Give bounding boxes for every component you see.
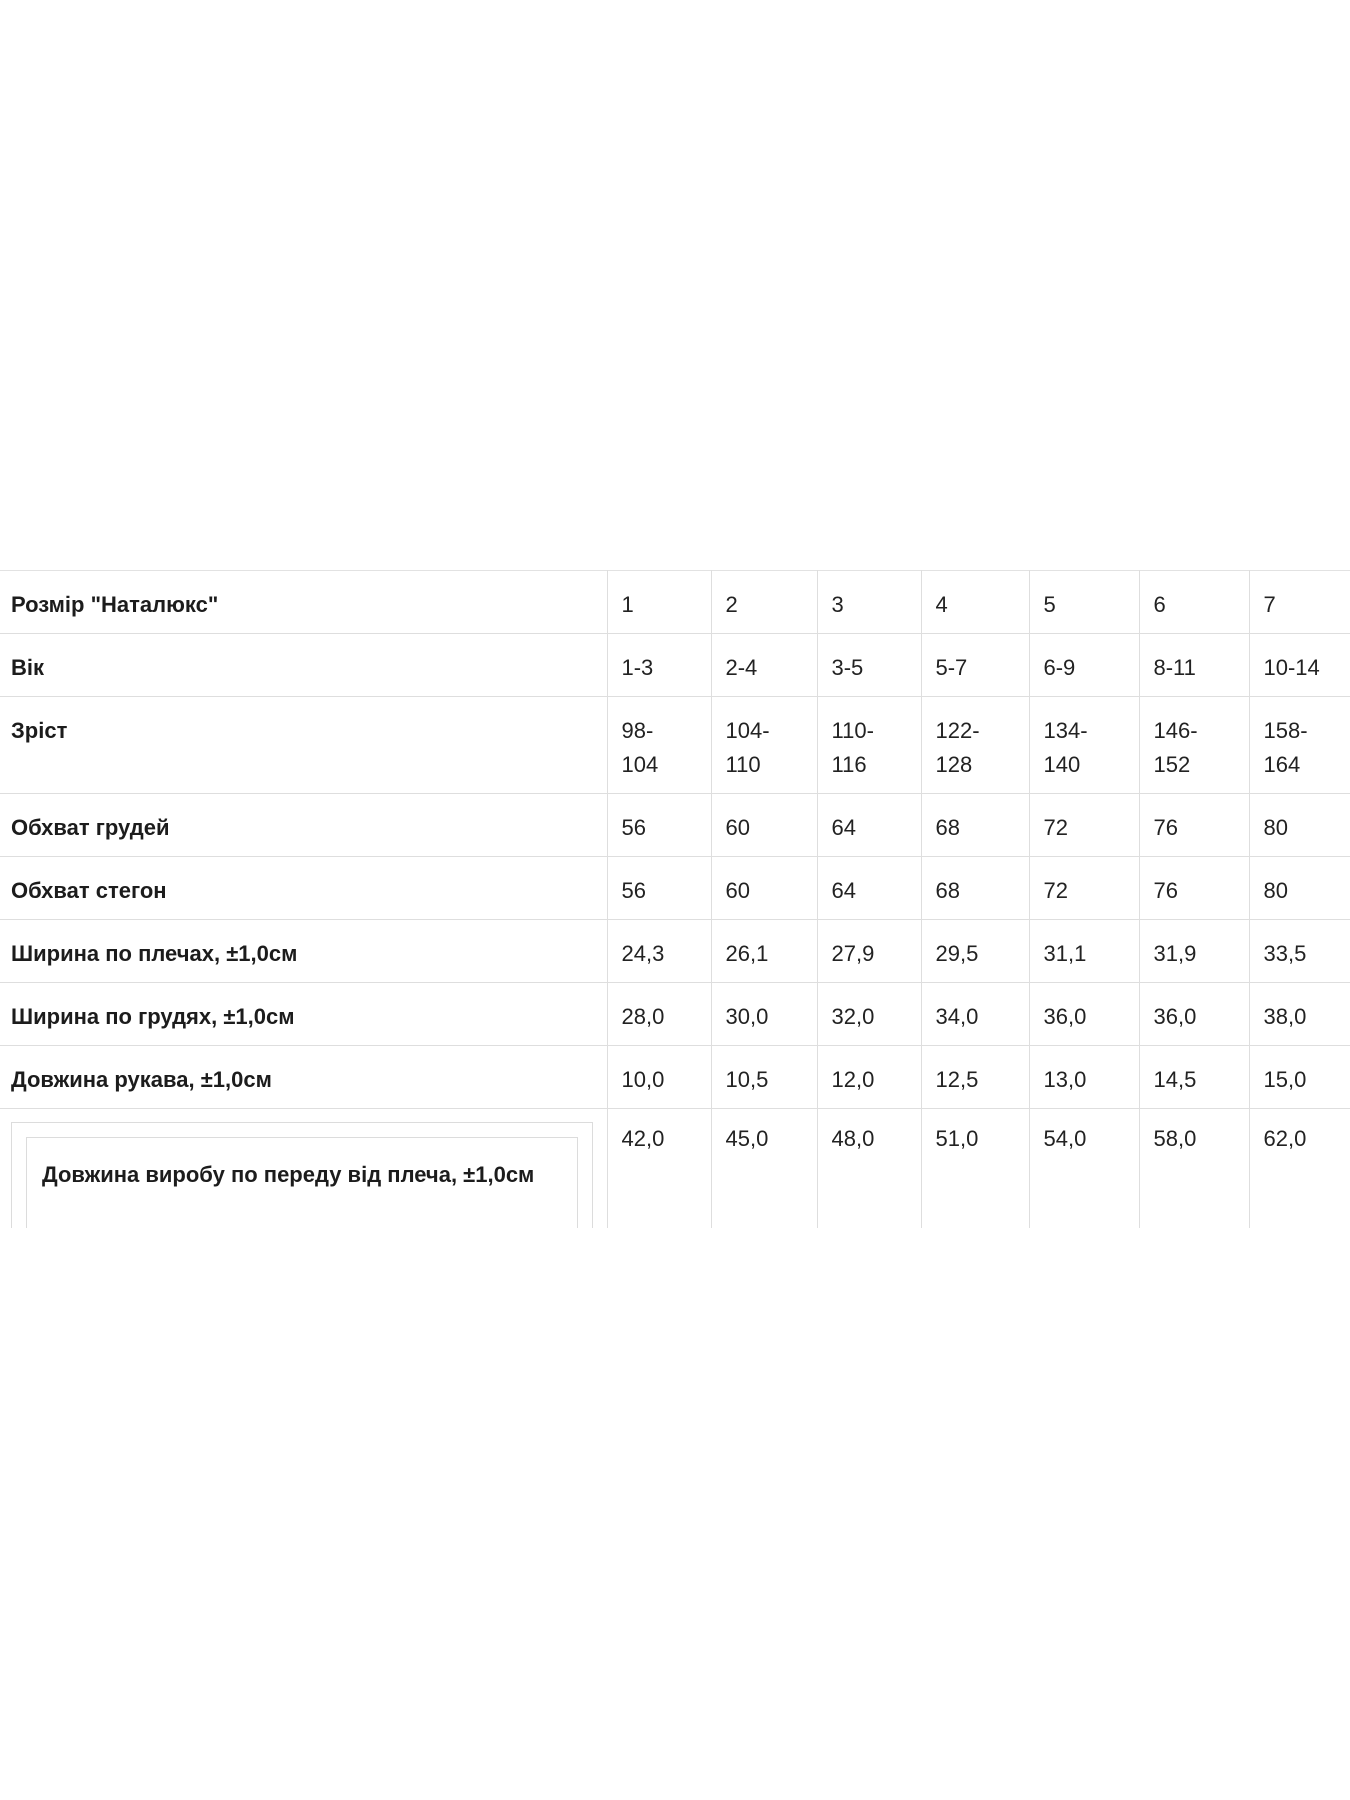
nested-cell-frame xyxy=(11,1122,593,1228)
table-cell: 36,0 xyxy=(1029,983,1139,1046)
table-cell: 33,5 xyxy=(1249,920,1350,983)
table-cell: 3-5 xyxy=(817,634,921,697)
table-row-height xyxy=(0,697,1350,794)
table-cell: 58,0 xyxy=(1139,1109,1249,1229)
row-label: Ширина по плечах, ±1,0см xyxy=(0,920,607,983)
table-cell: 80 xyxy=(1249,794,1350,857)
table-cell: 6-9 xyxy=(1029,634,1139,697)
size-chart xyxy=(0,570,1350,1228)
table-cell: 104- 110 xyxy=(711,697,817,794)
table-cell: 60 xyxy=(711,794,817,857)
table-cell: 72 xyxy=(1029,857,1139,920)
table-cell: 64 xyxy=(817,794,921,857)
table-cell: 15,0 xyxy=(1249,1046,1350,1109)
table-cell: 10,5 xyxy=(711,1046,817,1109)
table-row-hips xyxy=(0,857,1350,920)
table-cell: 60 xyxy=(711,857,817,920)
table-row-chest-width xyxy=(0,983,1350,1046)
size-header-5: 5 xyxy=(1029,571,1139,634)
table-cell: 45,0 xyxy=(711,1109,817,1229)
table-row-shoulder-width xyxy=(0,920,1350,983)
table-cell: 10-14 xyxy=(1249,634,1350,697)
table-cell: 80 xyxy=(1249,857,1350,920)
row-label: Ширина по грудях, ±1,0см xyxy=(0,983,607,1046)
table-row-age xyxy=(0,634,1350,697)
table-cell: 29,5 xyxy=(921,920,1029,983)
table-cell: 26,1 xyxy=(711,920,817,983)
table-cell: 31,9 xyxy=(1139,920,1249,983)
row-label: Обхват стегон xyxy=(0,857,607,920)
table-cell: 98- 104 xyxy=(607,697,711,794)
table-cell: 76 xyxy=(1139,857,1249,920)
size-header-4: 4 xyxy=(921,571,1029,634)
table-cell: 48,0 xyxy=(817,1109,921,1229)
row-label: Зріст xyxy=(0,697,607,794)
table-cell: 72 xyxy=(1029,794,1139,857)
table-cell: 13,0 xyxy=(1029,1046,1139,1109)
table-header-row xyxy=(0,571,1350,634)
table-cell: 36,0 xyxy=(1139,983,1249,1046)
table-cell: 28,0 xyxy=(607,983,711,1046)
table-cell: 8-11 xyxy=(1139,634,1249,697)
row-label: Довжина виробу по переду від плеча, ±1,0см xyxy=(26,1137,578,1228)
size-header-7: 7 xyxy=(1249,571,1350,634)
table-cell: 1-3 xyxy=(607,634,711,697)
table-row-sleeve-length xyxy=(0,1046,1350,1109)
table-cell: 68 xyxy=(921,857,1029,920)
table-cell: 12,5 xyxy=(921,1046,1029,1109)
table-cell: 24,3 xyxy=(607,920,711,983)
table-cell: 5-7 xyxy=(921,634,1029,697)
table-cell: 68 xyxy=(921,794,1029,857)
table-cell: 42,0 xyxy=(607,1109,711,1229)
table-cell: 54,0 xyxy=(1029,1109,1139,1229)
table-cell: 134- 140 xyxy=(1029,697,1139,794)
table-cell: 34,0 xyxy=(921,983,1029,1046)
table-row-chest xyxy=(0,794,1350,857)
table-cell: 38,0 xyxy=(1249,983,1350,1046)
table-cell: 146- 152 xyxy=(1139,697,1249,794)
table-cell: 62,0 xyxy=(1249,1109,1350,1229)
size-header-1: 1 xyxy=(607,571,711,634)
size-header-3: 3 xyxy=(817,571,921,634)
table-cell: 56 xyxy=(607,857,711,920)
table-cell: 158- 164 xyxy=(1249,697,1350,794)
table-cell: 12,0 xyxy=(817,1046,921,1109)
table-cell: 10,0 xyxy=(607,1046,711,1109)
size-label: Розмір "Наталюкс" xyxy=(0,571,607,634)
table-row-product-length xyxy=(0,1109,1350,1229)
row-label: Обхват грудей xyxy=(0,794,607,857)
size-header-6: 6 xyxy=(1139,571,1249,634)
table-cell: 14,5 xyxy=(1139,1046,1249,1109)
table-cell: 51,0 xyxy=(921,1109,1029,1229)
table-cell: 30,0 xyxy=(711,983,817,1046)
row-label: Довжина рукава, ±1,0см xyxy=(0,1046,607,1109)
size-table xyxy=(0,570,1350,1228)
table-cell: 2-4 xyxy=(711,634,817,697)
row-label-cell xyxy=(0,1109,607,1229)
table-cell: 32,0 xyxy=(817,983,921,1046)
table-cell: 27,9 xyxy=(817,920,921,983)
table-cell: 110- 116 xyxy=(817,697,921,794)
table-cell: 122- 128 xyxy=(921,697,1029,794)
table-cell: 56 xyxy=(607,794,711,857)
row-label: Вік xyxy=(0,634,607,697)
table-cell: 76 xyxy=(1139,794,1249,857)
table-cell: 31,1 xyxy=(1029,920,1139,983)
table-cell: 64 xyxy=(817,857,921,920)
size-header-2: 2 xyxy=(711,571,817,634)
